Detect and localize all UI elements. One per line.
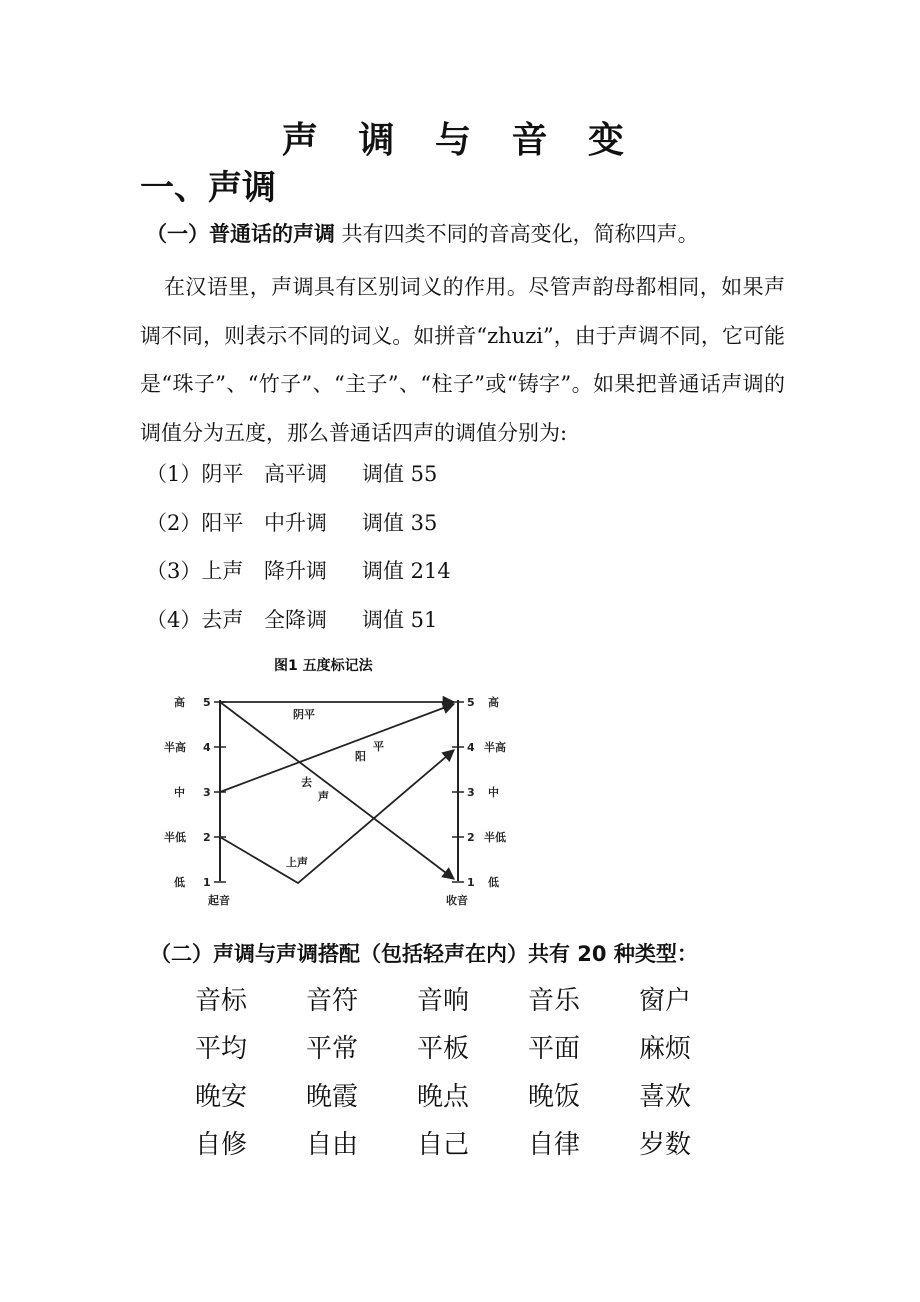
word: 喜欢: [639, 1082, 692, 1112]
subsection-2: （二）声调与声调搭配（包括轻声在内）共有 20 种类型：: [150, 942, 698, 966]
yangping-label: 平: [373, 740, 384, 753]
shangsheng-label: 上声: [286, 856, 308, 869]
level-label: 低: [488, 876, 499, 889]
level-number: 3: [203, 786, 211, 799]
tone-name: （4）去声: [146, 608, 244, 632]
tone-kind: 中升调: [264, 511, 327, 535]
word: 平板: [417, 1034, 470, 1064]
subsection-1-label: （一）普通话的声调: [146, 222, 335, 246]
level-label: 中: [174, 786, 185, 799]
tone-kind: 全降调: [264, 608, 327, 632]
start-label: 起音: [208, 894, 230, 907]
word: 晚点: [417, 1082, 470, 1112]
shangsheng-line: [220, 750, 454, 883]
tone-row: [146, 555, 451, 585]
subsection-1-text: 共有四类不同的音高变化，简称四声。: [335, 222, 699, 246]
word-row: [195, 1028, 750, 1076]
tone-value: 调值 55: [362, 462, 438, 486]
tone-row: [146, 458, 437, 488]
tone-value: 调值 35: [362, 511, 438, 535]
tone-name: （1）阴平: [146, 462, 244, 486]
subsection-1: [146, 218, 699, 248]
tone-value: 调值 51: [362, 608, 438, 632]
word: 自修: [195, 1130, 248, 1160]
level-number: 1: [203, 876, 211, 889]
word-row: [195, 1124, 750, 1172]
level-label: 高: [488, 696, 499, 709]
word: 平常: [306, 1034, 359, 1064]
level-label: 中: [488, 786, 499, 799]
word: 音标: [195, 986, 248, 1016]
level-number: 5: [203, 696, 211, 709]
word: 岁数: [639, 1130, 692, 1160]
intro-paragraph: 在汉语里，声调具有区别词义的作用。尽管声韵母都相同，如果声调不同，则表示不同的词义。如拼音“zhuzi”，由于声调不同，它可能是“珠子”、“竹子”、“主子”、“柱子”或“铸字”。如果把普通话声调的调值分为五度，那么普通话四声的调值分别为:: [140, 275, 785, 445]
level-label: 低: [174, 876, 185, 889]
tone-name: （3）上声: [146, 559, 244, 583]
level-number: 2: [203, 831, 211, 844]
word: 自律: [528, 1130, 581, 1160]
end-label: 收音: [446, 894, 468, 907]
tone-row: [146, 604, 437, 634]
word: 麻烦: [639, 1034, 692, 1064]
word: 平均: [195, 1034, 248, 1064]
level-number: 4: [467, 741, 475, 754]
level-number: 3: [467, 786, 475, 799]
level-number: 2: [467, 831, 475, 844]
word: 自己: [417, 1130, 470, 1160]
word-row: [195, 980, 750, 1028]
tone-value: 调值 214: [362, 559, 451, 583]
page-title: 声 调 与 音 变: [281, 120, 639, 161]
word: 晚霞: [306, 1082, 359, 1112]
tone-kind: 降升调: [264, 559, 327, 583]
qusheng-label: 去: [301, 776, 312, 789]
qusheng-line: [220, 702, 454, 879]
section-heading: 一、声调: [140, 168, 276, 208]
word: 音响: [417, 986, 470, 1016]
tone-kind: 高平调: [264, 462, 327, 486]
level-label: 半高: [164, 741, 186, 754]
yangping-label: 阳: [355, 750, 366, 763]
figure-caption: 图1 五度标记法: [274, 658, 373, 674]
word-row: [195, 1076, 750, 1124]
level-number: 5: [467, 696, 475, 709]
word: 晚安: [195, 1082, 248, 1112]
level-label: 高: [174, 696, 185, 709]
level-number: 4: [203, 741, 211, 754]
word: 平面: [528, 1034, 581, 1064]
qusheng-label: 声: [318, 790, 329, 803]
yinping-label: 阴平: [293, 708, 315, 721]
word: 晚饭: [528, 1082, 581, 1112]
word: 自由: [306, 1130, 359, 1160]
word: 音乐: [528, 986, 581, 1016]
level-number: 1: [467, 876, 475, 889]
word: 窗户: [639, 986, 692, 1016]
five-degree-diagram: [150, 680, 530, 915]
level-label: 半高: [484, 741, 506, 754]
word: 音符: [306, 986, 359, 1016]
tone-name: （2）阳平: [146, 511, 244, 535]
word-grid: [195, 980, 750, 1172]
level-label: 半低: [164, 831, 186, 844]
tone-row: [146, 507, 437, 537]
level-label: 半低: [484, 831, 506, 844]
